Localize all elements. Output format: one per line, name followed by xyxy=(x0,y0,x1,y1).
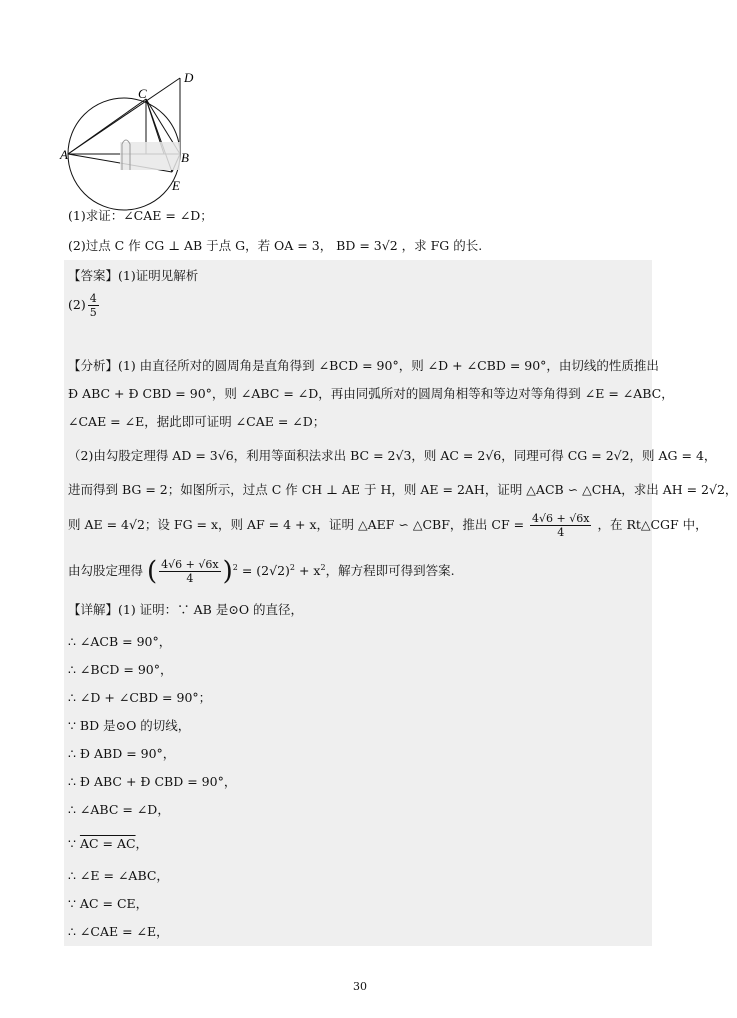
label-a: A xyxy=(60,147,68,162)
detail-8-comma: ， xyxy=(135,836,149,851)
detail-line-0: 【详解】(1) 证明：∵ AB 是⊙O 的直径， xyxy=(68,602,304,617)
answer-2-fraction xyxy=(88,292,99,319)
detail-line-8 xyxy=(68,834,148,854)
label-b: B xyxy=(181,150,189,165)
detail-line-2: ∴ ∠BCD = 90°， xyxy=(68,662,173,677)
analysis-7-numerator: 4√6 + √6x xyxy=(161,558,219,572)
detail-line-6: ∴ Ð ABC + Ð CBD = 90°， xyxy=(68,774,237,789)
answer-2-numerator: 4 xyxy=(89,292,97,305)
analysis-line-5: 进而得到 BG = 2；如图所示，过点 C 作 CH ⊥ AE 于 H，则 AE = 2AH，证明 △ACB ∽ △CHA，求出 AH = 2√2， xyxy=(68,482,737,497)
analysis-7-text-a: 由勾股定理得 xyxy=(68,563,144,579)
analysis-6-text-b: ，在 Rt△CGF 中， xyxy=(597,517,708,532)
answer-part-2 xyxy=(68,292,101,319)
detail-line-11: ∴ ∠CAE = ∠E， xyxy=(68,924,169,939)
answer-2-denominator: 5 xyxy=(89,306,97,319)
detail-line-7: ∴ ∠ABC = ∠D， xyxy=(68,802,170,817)
analysis-7-text-b: = (2√2) xyxy=(241,563,290,579)
analysis-7-text-c: + x xyxy=(298,563,321,579)
analysis-line-4: （2)由勾股定理得 AD = 3√6，利用等面积法求出 BC = 2√3，则 AC = 2√6，同理可得 CG = 2√2，则 AG = 4， xyxy=(68,448,717,463)
analysis-line-3: ∠CAE = ∠E，据此即可证明 ∠CAE = ∠D； xyxy=(68,414,326,429)
analysis-6-text-a: 则 AE = 4√2；设 FG = x，则 AF = 4 + x，证明 △AEF ∽ △CBF，推出 CF = xyxy=(68,517,525,532)
label-e: E xyxy=(172,178,180,193)
detail-8-arcs: AC = AC xyxy=(79,836,136,851)
analysis-line-2: Ð ABC + Ð CBD = 90°，则 ∠ABC = ∠D，再由同弧所对的圆周角相等和等边对等角得到 ∠E = ∠ABC， xyxy=(68,386,674,401)
detail-8-because: ∵ xyxy=(68,836,76,851)
analysis-7-denominator: 4 xyxy=(186,572,194,586)
question-part-2: (2)过点 C 作 CG ⊥ AB 于点 G，若 OA = 3， BD = 3√2 ，求 FG 的长. xyxy=(68,238,483,253)
question-part-1: (1)求证：∠CAE = ∠D； xyxy=(68,208,213,223)
label-d: D xyxy=(184,70,194,85)
analysis-6-numerator: 4√6 + √6x xyxy=(532,512,590,525)
analysis-line-7: 由勾股定理得 ( $\frac{4√6 + √6x}{4}$ )$^2 = (2√2)^2 + x^2$，解方程即可得到答案. xyxy=(68,556,455,587)
detail-line-9: ∴ ∠E = ∠ABC， xyxy=(68,868,169,883)
detail-line-10: ∵ AC = CE， xyxy=(68,896,149,911)
detail-line-4: ∵ BD 是⊙O 的切线， xyxy=(68,718,191,733)
analysis-line-1: 【分析】(1) 由直径所对的圆周角是直角得到 ∠BCD = 90°，则 ∠D + ∠CBD = 90°，由切线的性质推出 xyxy=(68,358,659,373)
answer-2-prefix: (2) xyxy=(68,297,86,312)
answer-part-1: 【答案】(1)证明见解析 xyxy=(68,268,199,283)
analysis-7-fraction xyxy=(159,558,220,585)
analysis-6-denominator: 4 xyxy=(557,526,565,539)
analysis-6-fraction xyxy=(530,512,591,539)
detail-line-5: ∴ Ð ABD = 90°， xyxy=(68,746,176,761)
analysis-7-text-d: ，解方程即可得到答案. xyxy=(325,563,455,579)
detail-line-1: ∴ ∠ACB = 90°， xyxy=(68,634,172,649)
page-number: 30 xyxy=(353,980,367,993)
geometry-figure xyxy=(60,66,204,198)
analysis-line-6 xyxy=(68,512,708,539)
label-c: C xyxy=(138,86,147,101)
detail-line-3: ∴ ∠D + ∠CBD = 90°； xyxy=(68,690,212,705)
